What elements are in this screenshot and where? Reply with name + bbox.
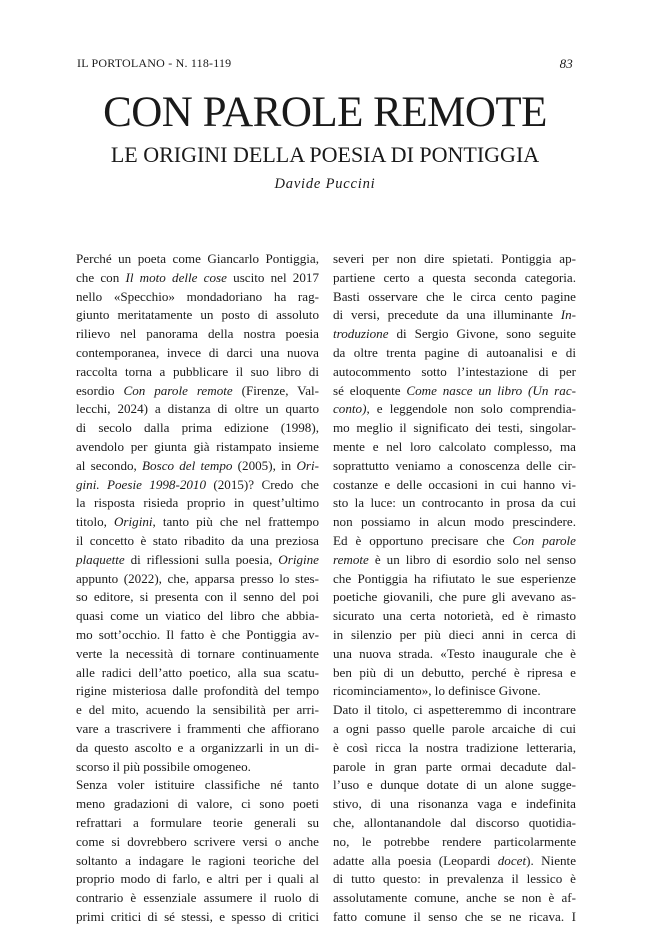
text-line: partiene certo a questa seconda categoria. [333, 269, 576, 285]
article-title: CON PAROLE REMOTE [103, 89, 547, 136]
text-line: da questo ascolto e a organizzarli in un di- [76, 739, 319, 755]
text-line: mente e nel loro calcolato complesso, ma [333, 438, 576, 454]
text-line: fatto comune il senso che se ne ricava. I [333, 908, 576, 924]
text-line: Basti osservare che le circa cento pagine [333, 288, 576, 304]
text-line: alle radici dell’atto poetico, alla sua scatu- [76, 664, 319, 680]
text-line: come si dovrebbero scrivere versi o anche [76, 833, 319, 849]
text-line: lecchi, 2024) a distanza di oltre un quarto [76, 401, 319, 417]
text-line: mo meglio il significato dei testi, singolar- [333, 420, 576, 436]
text-line: di versi, precedute da una illuminante In- [333, 307, 576, 323]
text-line: assolutamente comune, anche se non è af- [333, 890, 576, 906]
text-line: il concetto è stato ribadito da una preziosa [76, 532, 319, 548]
text-line: a ogni passo quelle parole arcaiche di cui [333, 720, 576, 736]
text-line: Senza voler istituire classifiche né tanto [76, 777, 319, 793]
text-line: l’uso e dunque dotate di un alone sugge- [333, 777, 576, 793]
text-line: sto la luce: un controcanto in prosa da cui [333, 495, 576, 511]
page-number: 83 [559, 56, 573, 71]
text-column-right [333, 250, 576, 927]
text-line: raccolta torna a pubblicare il suo libro di [76, 363, 319, 379]
text-line: è così ricca la nostra tradizione letteraria, [333, 739, 576, 755]
text-line: sé eloquente Come nasce un libro (Un rac- [333, 382, 576, 398]
text-line: avendolo per giunta già ristampato insieme [76, 438, 319, 454]
article-author: Davide Puccini [274, 176, 376, 192]
text-line: non possiamo in alcun modo prescindere. [333, 514, 576, 530]
text-line: scorso il più possibile omogeneo. [76, 758, 251, 774]
text-line: parole in gran parte ormai decadute dal- [333, 758, 576, 774]
text-column-left [76, 250, 319, 927]
text-line: da oltre trenta pagine di autoanalisi e di [333, 344, 576, 360]
text-line: contrario è essenziale assumere il ruolo di [76, 890, 319, 906]
text-line: Dato il titolo, ci aspetteremmo di incontrare [333, 702, 576, 718]
running-head [77, 56, 573, 74]
text-line: soprattutto veniamo a conoscenza delle cir- [333, 457, 576, 473]
text-line: costanze e delle occasioni in cui hanno vi- [333, 476, 576, 492]
text-line: rilievo nel panorama della nostra poesia [76, 326, 319, 342]
text-line: poetiche giovanili, che pure gli avevano as- [333, 589, 576, 605]
text-line: che con Il moto delle cose uscito nel 2017 [76, 269, 319, 285]
text-line: adatte alla poesia (Leopardi docet). Niente [333, 852, 577, 868]
text-line: meno gradazioni di valore, ci sono poeti [76, 796, 319, 812]
text-line: giunto meritatamente un posto di assoluto [76, 307, 319, 323]
text-line: titolo, Origini, tanto più che nel frattempo [76, 514, 319, 530]
text-line: severi per non dire spietati. Pontiggia ap- [333, 251, 576, 266]
text-line: esordio Con parole remote (Firenze, Val- [76, 382, 319, 398]
text-line: no, le potrebbe rendere particolarmente [333, 833, 576, 849]
text-line: quasi come un viatico del libro che abbia- [76, 608, 319, 624]
text-line: che Pontiggia ha rifiutato le sue esperienze [333, 570, 576, 586]
text-line: ben più di un debutto, perché è ripresa e [333, 664, 576, 680]
text-line: in silenzio per più dieci anni in cerca di [333, 626, 576, 642]
text-line: ricominciamento», lo definisce Givone. [333, 683, 541, 699]
text-line: al secondo, Bosco del tempo (2005), in Ori- [76, 457, 319, 473]
journal-issue: IL PORTOLANO - N. 118-119 [77, 56, 232, 70]
text-line: Perché un poeta come Giancarlo Pontiggia, [76, 251, 319, 266]
text-line: di secolo dalla prima edizione (1998), [76, 420, 319, 436]
text-line: plaquette di riflessioni sulla poesia, Origine [76, 551, 319, 567]
text-line: la risposta risieda proprio in quest’ultimo [76, 495, 319, 511]
text-line: mo sott’occhio. Il fatto è che Pontiggia av- [76, 626, 319, 642]
text-line: vare a trascrivere i frammenti che affiorano [76, 720, 319, 736]
text-line: contemporanea, invece di darci una nuova [76, 344, 319, 360]
text-line: troduzione di Sergio Givone, sono seguite [333, 326, 576, 342]
text-line: di tutto questo: in prevalenza il lessico è [333, 871, 576, 887]
text-line: verte la necessità di tornare continuamente [76, 645, 319, 661]
text-line: sicurato una certa notorietà, ed è rimasto [333, 608, 576, 624]
text-line: gini. Poesie 1998-2010 (2015)? Credo che [76, 476, 319, 492]
text-line: proprio modo di farlo, e altri per i quali al [76, 871, 319, 887]
text-line: stivo, di una risonanza vaga e indefinita [333, 796, 576, 812]
text-line: che, allontanandole dal discorso quotidia- [333, 814, 576, 830]
text-line: primi critici di sé stessi, e spesso di critici [76, 908, 319, 924]
text-line: una nuova strada. «Testo inaugurale che è [333, 645, 576, 661]
text-line: rigine misteriosa dalle profondità del tempo [76, 683, 319, 699]
text-line: refrattari a formulare teorie generali su [76, 814, 319, 830]
text-line: nello «Specchio» mondadoriano ha rag- [76, 288, 319, 304]
text-line: e del mito, acuendo la sensibilità per arri- [76, 702, 319, 718]
text-line: autocommento sotto l’intestazione di per [333, 363, 576, 379]
article-subtitle: LE ORIGINI DELLA POESIA DI PONTIGGIA [110, 142, 540, 167]
text-line: Ed è opportuno precisare che Con parole [333, 532, 576, 548]
text-line: remote è un libro di esordio solo nel senso [333, 551, 576, 567]
text-line: conto), e leggendole non solo comprendia- [333, 401, 576, 417]
text-line: so editore, si presenta con il senno del poi [76, 589, 319, 605]
text-line: soltanto a indagare le ragioni teoriche del [76, 852, 319, 868]
text-line: appunto (2022), che, apparsa presso lo stes- [76, 570, 319, 586]
